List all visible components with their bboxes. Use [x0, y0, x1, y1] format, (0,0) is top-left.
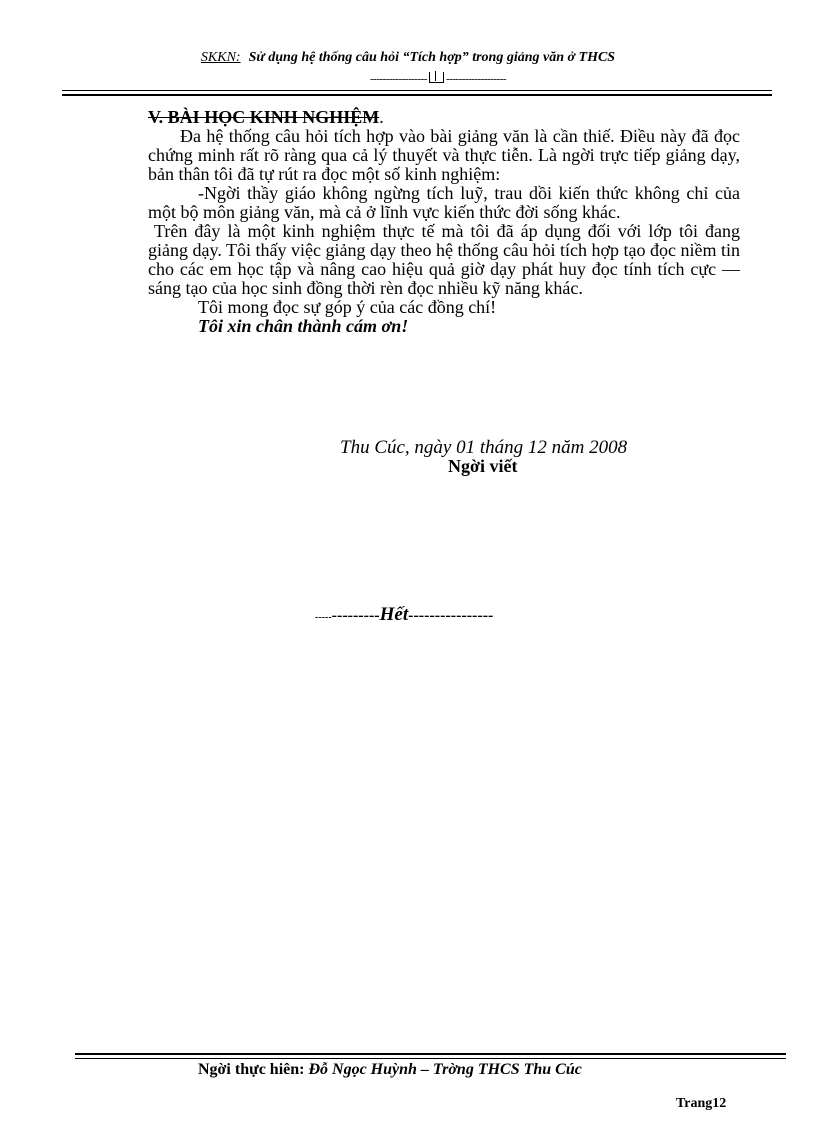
closing-thanks: Tôi xin chân thành cám ơn! — [198, 316, 409, 336]
end-dashes-right: ---------------- — [408, 607, 494, 624]
signature-dateline: Thu Cúc, ngày 01 tháng 12 năm 2008 — [340, 437, 628, 458]
footer-double-rule — [75, 1053, 786, 1059]
paragraph-4: Tôi mong đọc sự góp ý của các đồng chí! — [198, 297, 497, 317]
section-heading-tail: . — [379, 107, 384, 127]
end-word: Hết — [379, 604, 409, 625]
header-label: SKKN: — [200, 50, 241, 65]
page-number: Trang12 — [676, 1096, 727, 1111]
ornament-dashes-right: ------------------- — [445, 73, 507, 85]
end-dashes-left: ----- — [315, 612, 332, 623]
header-text: Sử dụng hệ thống câu hỏi “Tích hợp” trong giảng văn ở THCS — [248, 50, 616, 65]
paragraph-3: Trên đây là một kinh nghiệm thực tế mà tôi đã áp dụng đối với lớp tôi đang giảng dạy. Tôi thấy việc giảng dạy theo hệ thống câu hỏi tích hợp tạo đọc niềm tin cho các em học tập và nâng cao hiệu quả giờ dạy phát huy đọc tính tích cực — sáng tạo của học sinh đồng thời rèn đọc nhiều kỹ năng khác. — [148, 221, 740, 298]
paragraph-1: Đa hệ thống câu hỏi tích hợp vào bài giảng văn là cần thiế. Điều này đã đọc chứng minh rất rõ ràng qua cả lý thuyết và thực tiễn. Là ngời trực tiếp giảng dạy, bản thân tôi đã tự rút ra đọc một số kinh nghiệm: — [148, 126, 740, 184]
page-footer — [198, 1061, 582, 1079]
ornament-dashes-left: ------------------ — [370, 73, 427, 85]
book-icon — [429, 72, 444, 83]
paragraph-2: -Ngời thầy giáo không ngừng tích luỹ, trau dồi kiến thức không chỉ của một bộ môn giảng văn, mà cả ở lĩnh vực kiến thức đời sống khác. — [148, 183, 740, 222]
header-ornament — [370, 72, 620, 85]
section-heading: V. BÀI HỌC KINH NGHIỆM — [148, 107, 380, 127]
end-dashes-mid: --------- — [331, 607, 380, 624]
document-body — [148, 108, 740, 336]
section-heading-line — [148, 108, 740, 127]
header-double-rule — [62, 90, 772, 96]
page-header-title — [0, 50, 816, 66]
signature-role: Ngời viết — [448, 456, 518, 476]
footer-label: Ngời thực hiên: — [198, 1061, 305, 1078]
footer-author: Đỗ Ngọc Huỳnh – Trờng THCS Thu Cúc — [308, 1061, 582, 1078]
end-mark — [315, 604, 493, 626]
